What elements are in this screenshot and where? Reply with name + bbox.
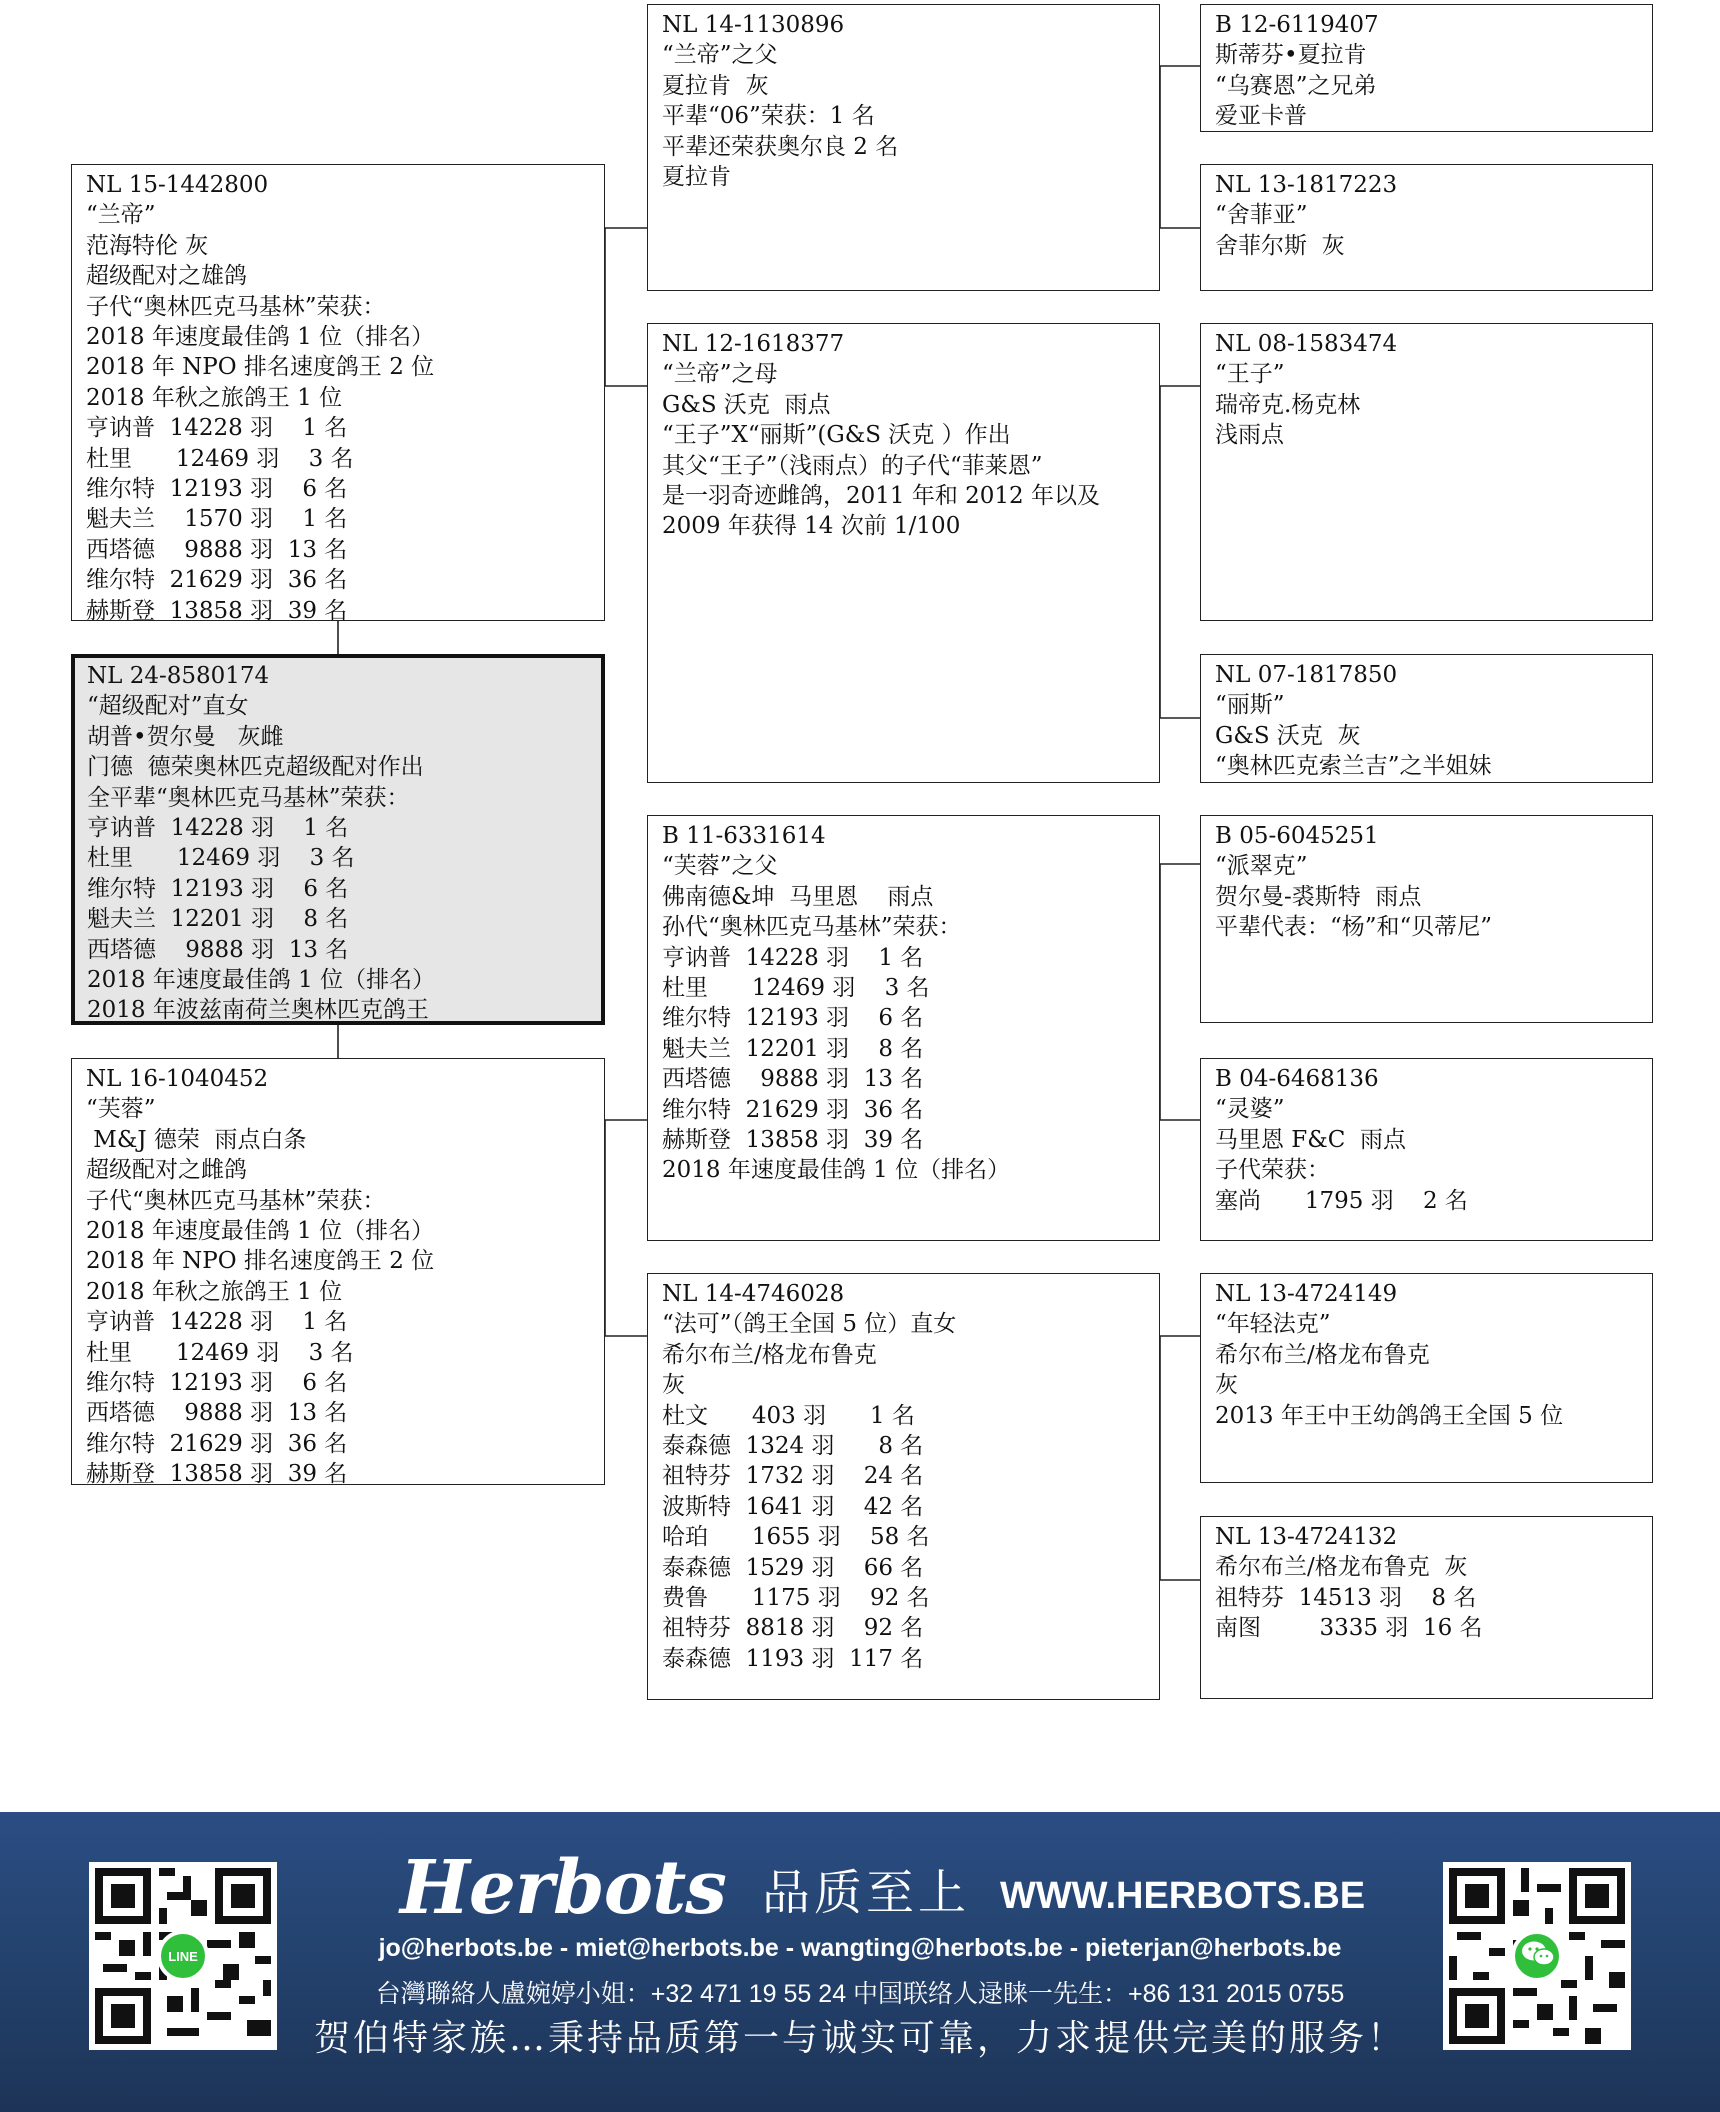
pedigree-line: “王子”X“丽斯”(G&S 沃克 ）作出 bbox=[662, 422, 1011, 449]
pedigree-line: 杜里 12469 羽 3 名 bbox=[86, 445, 354, 472]
pedigree-line: 赫斯登 13858 羽 39 名 bbox=[86, 1461, 348, 1485]
pedigree-line: 希尔布兰/格龙布鲁克 bbox=[1215, 1341, 1430, 1368]
pedigree-line: 魁夫兰 12201 羽 8 名 bbox=[87, 906, 349, 933]
pedigree-line: 祖特芬 1732 羽 24 名 bbox=[662, 1463, 924, 1490]
qr-code-wechat[interactable] bbox=[1443, 1862, 1631, 2050]
pedigree-box-ggp-8 bbox=[1200, 1516, 1653, 1699]
pedigree-line: 其父“王子”（浅雨点）的子代“菲莱恩” bbox=[662, 452, 1043, 479]
ring-number: NL 16-1040452 bbox=[86, 1066, 269, 1092]
pedigree-line: 祖特芬 14513 羽 8 名 bbox=[1215, 1584, 1477, 1611]
pedigree-line: 灰 bbox=[1215, 1372, 1238, 1399]
pedigree-line: G&S 沃克 雨点 bbox=[662, 391, 831, 418]
pedigree-line: 西塔德 9888 羽 13 名 bbox=[662, 1066, 924, 1093]
pedigree-box-subject bbox=[71, 654, 605, 1025]
ring-number: NL 15-1442800 bbox=[86, 172, 269, 198]
pedigree-line: 波斯特 1641 羽 42 名 bbox=[662, 1493, 924, 1520]
pedigree-line: 赫斯登 13858 羽 39 名 bbox=[662, 1127, 924, 1154]
pedigree-line: 舍菲尔斯 灰 bbox=[1215, 232, 1345, 259]
pedigree-box-sire-dam bbox=[647, 323, 1160, 783]
pedigree-line: 祖特芬 8818 羽 92 名 bbox=[662, 1615, 924, 1642]
motto: 贺伯特家族…秉持品质第一与诚实可靠，力求提供完美的服务！ bbox=[313, 2018, 1406, 2059]
pedigree-line: 瑞帝克.杨克林 bbox=[1215, 391, 1361, 418]
pedigree-line: 是一羽奇迹雌鸽，2011 年和 2012 年以及 bbox=[662, 483, 1100, 510]
ring-number: B 04-6468136 bbox=[1215, 1066, 1379, 1092]
pedigree-box-sire bbox=[71, 164, 605, 621]
footer-banner bbox=[0, 1812, 1720, 2112]
pedigree-line: 爱亚卡普 bbox=[1215, 103, 1307, 130]
ring-number: NL 12-1618377 bbox=[662, 331, 845, 357]
pedigree-box-ggp-3 bbox=[1200, 323, 1653, 621]
pedigree-line: 亨讷普 14228 羽 1 名 bbox=[662, 944, 924, 971]
website-link[interactable]: WWW.HERBOTS.BE bbox=[999, 1875, 1366, 1917]
pedigree-line: 2018 年速度最佳鸽 1 位（排名） bbox=[662, 1157, 1011, 1184]
pedigree-line: 费鲁 1175 羽 92 名 bbox=[662, 1585, 930, 1612]
pedigree-line: 门德 德荣奥林匹克超级配对作出 bbox=[87, 754, 424, 781]
pedigree-line: 维尔特 21629 羽 36 名 bbox=[662, 1096, 924, 1123]
pedigree-line: 2018 年速度最佳鸽 1 位（排名） bbox=[86, 324, 435, 351]
pedigree-line: 塞尚 1795 羽 2 名 bbox=[1215, 1187, 1468, 1214]
email-addresses[interactable]: jo@herbots.be - miet@herbots.be - wangting@herbots.be - pieterjan@herbots.be bbox=[378, 1934, 1342, 1962]
wechat-icon bbox=[1511, 1930, 1563, 1982]
herbots-logo: Herbots bbox=[400, 1845, 726, 1931]
pedigree-line: 2018 年 NPO 排名速度鸽王 2 位 bbox=[86, 1248, 435, 1275]
ring-number: B 11-6331614 bbox=[662, 823, 826, 849]
pedigree-line: 杜里 12469 羽 3 名 bbox=[87, 845, 355, 872]
pedigree-line: “派翠克” bbox=[1215, 853, 1308, 880]
pedigree-box-dam bbox=[71, 1058, 605, 1485]
pedigree-line: “超级配对”直女 bbox=[87, 693, 249, 720]
pedigree-line: 西塔德 9888 羽 13 名 bbox=[87, 936, 349, 963]
ring-number: NL 13-4724149 bbox=[1215, 1281, 1398, 1307]
ring-number: NL 07-1817850 bbox=[1215, 662, 1398, 688]
pedigree-line: “灵婆” bbox=[1215, 1096, 1285, 1123]
ring-number: NL 13-1817223 bbox=[1215, 172, 1398, 198]
ring-number: NL 14-1130896 bbox=[662, 12, 845, 38]
pedigree-line: 平辈“06”荣获：1 名 bbox=[662, 103, 875, 130]
pedigree-line: 魁夫兰 1570 羽 1 名 bbox=[86, 506, 348, 533]
pedigree-line: 孙代“奥林匹克马基林”荣获： bbox=[662, 914, 962, 941]
pedigree-line: 浅雨点 bbox=[1215, 422, 1284, 449]
pedigree-line: 斯蒂芬•夏拉肯 bbox=[1215, 42, 1367, 69]
pedigree-line: 维尔特 12193 羽 6 名 bbox=[86, 476, 348, 503]
pedigree-line: 2018 年波兹南荷兰奥林匹克鸽王 bbox=[87, 997, 429, 1024]
pedigree-line: “兰帝”之父 bbox=[662, 42, 778, 69]
pedigree-line: 超级配对之雄鸽 bbox=[86, 263, 247, 290]
pedigree-box-ggp-2 bbox=[1200, 164, 1653, 291]
pedigree-line: 胡普•贺尔曼 灰雌 bbox=[87, 723, 284, 750]
pedigree-line: 泰森德 1529 羽 66 名 bbox=[662, 1554, 924, 1581]
pedigree-line: 维尔特 21629 羽 36 名 bbox=[86, 567, 348, 594]
pedigree-line: 2018 年秋之旅鸽王 1 位 bbox=[86, 384, 343, 411]
pedigree-line: 灰 bbox=[662, 1372, 685, 1399]
pedigree-line: 2018 年速度最佳鸽 1 位（排名） bbox=[86, 1218, 435, 1245]
pedigree-box-ggp-4 bbox=[1200, 654, 1653, 783]
pedigree-line: 贺尔曼-裘斯特 雨点 bbox=[1215, 883, 1422, 910]
pedigree-line: 哈珀 1655 羽 58 名 bbox=[662, 1524, 930, 1551]
wechat-bubbles-icon bbox=[1521, 1940, 1555, 1968]
brand-row bbox=[400, 1845, 1366, 1931]
pedigree-box-ggp-1 bbox=[1200, 4, 1653, 132]
pedigree-line: 子代“奥林匹克马基林”荣获： bbox=[86, 1187, 386, 1214]
pedigree-line: 超级配对之雌鸽 bbox=[86, 1157, 247, 1184]
pedigree-line: 夏拉肯 bbox=[662, 164, 731, 191]
ring-number: B 05-6045251 bbox=[1215, 823, 1379, 849]
pedigree-line: 范海特伦 灰 bbox=[86, 232, 209, 259]
pedigree-line: “法可”（鸽王全国 5 位）直女 bbox=[662, 1311, 957, 1338]
pedigree-box-ggp-7 bbox=[1200, 1273, 1653, 1483]
pedigree-line: 希尔布兰/格龙布鲁克 灰 bbox=[1215, 1554, 1468, 1581]
pedigree-line: 子代荣获： bbox=[1215, 1157, 1330, 1184]
pedigree-line: 南图 3335 羽 16 名 bbox=[1215, 1615, 1483, 1642]
pedigree-line: 平辈还荣获奥尔良 2 名 bbox=[662, 133, 899, 160]
pedigree-line: 泰森德 1324 羽 8 名 bbox=[662, 1433, 924, 1460]
pedigree-line: 杜里 12469 羽 3 名 bbox=[86, 1339, 354, 1366]
pedigree-line: 西塔德 9888 羽 13 名 bbox=[86, 536, 348, 563]
pedigree-line: “乌赛恩”之兄弟 bbox=[1215, 72, 1377, 99]
pedigree-line: 全平辈“奥林匹克马基林”荣获： bbox=[87, 784, 410, 811]
pedigree-line: “兰帝”之母 bbox=[662, 361, 778, 388]
pedigree-line: 维尔特 12193 羽 6 名 bbox=[86, 1370, 348, 1397]
pedigree-box-dam-sire bbox=[647, 815, 1160, 1241]
pedigree-line: 魁夫兰 12201 羽 8 名 bbox=[662, 1035, 924, 1062]
pedigree-line: “奥林匹克索兰吉”之半姐妹 bbox=[1215, 753, 1492, 780]
contact-phones: 台灣聯絡人盧婉婷小姐：+32 471 19 55 24 中国联络人逯睐一先生：+86 131 2015 0755 bbox=[375, 1980, 1345, 2008]
pedigree-line: G&S 沃克 灰 bbox=[1215, 722, 1361, 749]
pedigree-line: 维尔特 12193 羽 6 名 bbox=[662, 1005, 924, 1032]
pedigree-line: 杜文 403 羽 1 名 bbox=[662, 1402, 915, 1429]
pedigree-line: “芙蓉”之父 bbox=[662, 853, 778, 880]
pedigree-line: “王子” bbox=[1215, 361, 1285, 388]
pedigree-line: 杜里 12469 羽 3 名 bbox=[662, 975, 930, 1002]
pedigree-line: “年轻法克” bbox=[1215, 1311, 1331, 1338]
slogan: 品质至上 bbox=[761, 1865, 970, 1921]
pedigree-line: 亨讷普 14228 羽 1 名 bbox=[87, 815, 349, 842]
pedigree-line: 马里恩 F&C 雨点 bbox=[1215, 1126, 1406, 1153]
pedigree-line: 平辈代表：“杨”和“贝蒂尼” bbox=[1215, 914, 1493, 941]
pedigree-line: 夏拉肯 灰 bbox=[662, 72, 769, 99]
pedigree-line: 2018 年 NPO 排名速度鸽王 2 位 bbox=[86, 354, 435, 381]
pedigree-line: 赫斯登 13858 羽 39 名 bbox=[86, 597, 348, 621]
pedigree-line: 2018 年速度最佳鸽 1 位（排名） bbox=[87, 967, 436, 994]
pedigree-line: 亨讷普 14228 羽 1 名 bbox=[86, 415, 348, 442]
pedigree-box-sire-sire bbox=[647, 4, 1160, 291]
pedigree-line: M&J 德荣 雨点白条 bbox=[86, 1126, 307, 1153]
pedigree-line: 亨讷普 14228 羽 1 名 bbox=[86, 1309, 348, 1336]
pedigree-box-dam-dam bbox=[647, 1273, 1160, 1700]
pedigree-line: 维尔特 21629 羽 36 名 bbox=[86, 1430, 348, 1457]
pedigree-line: 佛南德&坤 马里恩 雨点 bbox=[662, 883, 934, 910]
pedigree-line: 子代“奥林匹克马基林”荣获： bbox=[86, 293, 386, 320]
ring-number: B 12-6119407 bbox=[1215, 12, 1379, 38]
line-app-icon: LINE bbox=[157, 1930, 209, 1982]
pedigree-box-ggp-5 bbox=[1200, 815, 1653, 1023]
pedigree-line: “丽斯” bbox=[1215, 692, 1285, 719]
pedigree-line: 2009 年获得 14 次前 1/100 bbox=[662, 513, 961, 540]
pedigree-box-ggp-6 bbox=[1200, 1058, 1653, 1241]
pedigree-line: “兰帝” bbox=[86, 202, 156, 229]
ring-number: NL 14-4746028 bbox=[662, 1281, 845, 1307]
pedigree-line: “芙蓉” bbox=[86, 1096, 156, 1123]
pedigree-line: 维尔特 12193 羽 6 名 bbox=[87, 875, 349, 902]
ring-number: NL 08-1583474 bbox=[1215, 331, 1398, 357]
pedigree-line: 2013 年王中王幼鸽鸽王全国 5 位 bbox=[1215, 1402, 1564, 1429]
pedigree-line: 2018 年秋之旅鸽王 1 位 bbox=[86, 1278, 343, 1305]
pedigree-line: 西塔德 9888 羽 13 名 bbox=[86, 1400, 348, 1427]
pedigree-line: 泰森德 1193 羽 117 名 bbox=[662, 1645, 924, 1672]
pedigree-line: “舍菲亚” bbox=[1215, 202, 1308, 229]
ring-number: NL 13-4724132 bbox=[1215, 1524, 1398, 1550]
pedigree-line: 希尔布兰/格龙布鲁克 bbox=[662, 1341, 877, 1368]
ring-number: NL 24-8580174 bbox=[87, 663, 270, 689]
